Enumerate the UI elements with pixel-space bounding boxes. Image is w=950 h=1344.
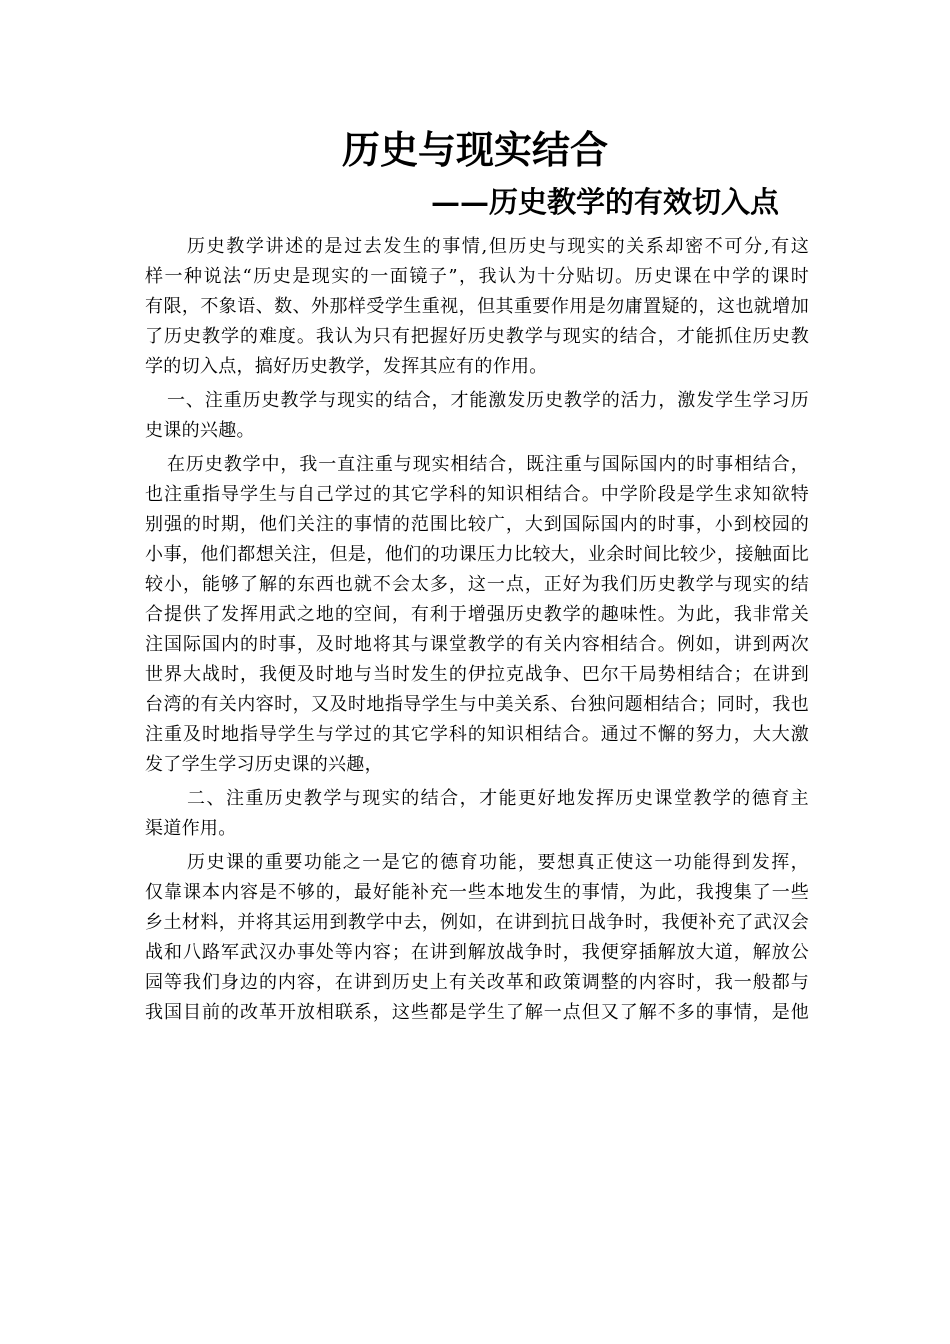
text-line: 我国目前的改革开放相联系，这些都是学生了解一点但又了解不多的事情，是他 xyxy=(145,1002,809,1023)
text-line: 历史教学讲述的是过去发生的事情,但历史与现实的关系却密不可分,有这 xyxy=(187,236,809,257)
section-heading-one xyxy=(145,386,809,446)
text-line: 二、注重历史教学与现实的结合，才能更好地发挥历史课堂教学的德育主 xyxy=(187,788,809,809)
text-line: 注国际国内的时事，及时地将其与课堂教学的有关内容相结合。例如，讲到两次 xyxy=(145,634,809,655)
text-line: 发了学生学习历史课的兴趣， xyxy=(145,754,383,775)
text-line: 别强的时期，他们关注的事情的范围比较广，大到国际国内的时事，小到校园的 xyxy=(145,514,809,535)
text-line: 世界大战时，我便及时地与当时发生的伊拉克战争、巴尔干局势相结合；在讲到 xyxy=(145,664,809,685)
text-line: 乡土材料，并将其运用到教学中去，例如，在讲到抗日战争时，我便补充了武汉会 xyxy=(145,912,809,933)
document-body xyxy=(145,232,809,1028)
text-line: 史课的兴趣。 xyxy=(145,420,255,441)
text-line: 战和八路军武汉办事处等内容；在讲到解放战争时，我便穿插解放大道，解放公 xyxy=(145,942,809,963)
text-line: 学的切入点，搞好历史教学，发挥其应有的作用。 xyxy=(145,356,548,377)
text-line: 有限，不象语、数、外那样受学生重视，但其重要作用是勿庸置疑的，这也就增加 xyxy=(145,296,809,317)
text-line: 在历史教学中，我一直注重与现实相结合，既注重与国际国内的时事相结合， xyxy=(167,454,809,475)
text-line: 渠道作用。 xyxy=(145,818,237,839)
paragraph-section-two xyxy=(145,848,809,1028)
document-subtitle: ——历史教学的有效切入点 xyxy=(430,185,779,219)
text-line: 小事，他们都想关注，但是，他们的功课压力比较大，业余时间比较少，接触面比 xyxy=(145,544,809,565)
document-title: 历史与现实结合 xyxy=(341,127,608,172)
text-line: 较小，能够了解的东西也就不会太多，这一点，正好为我们历史教学与现实的结 xyxy=(145,574,809,595)
text-line: 仅靠课本内容是不够的，最好能补充一些本地发生的事情，为此，我搜集了一些 xyxy=(145,882,809,903)
text-line: 了历史教学的难度。我认为只有把握好历史教学与现实的结合，才能抓住历史教 xyxy=(145,326,809,347)
text-line: 样一种说法“历史是现实的一面镜子”，我认为十分贴切。历史课在中学的课时 xyxy=(145,266,809,287)
text-line: 台湾的有关内容时，又及时地指导学生与中美关系、台独问题相结合；同时，我也 xyxy=(145,694,809,715)
text-line: 也注重指导学生与自己学过的其它学科的知识相结合。中学阶段是学生求知欲特 xyxy=(145,484,809,505)
section-heading-two xyxy=(145,784,809,844)
text-line: 历史课的重要功能之一是它的德育功能，要想真正使这一功能得到发挥， xyxy=(187,852,809,873)
paragraph-section-one xyxy=(145,450,809,780)
text-line: 一、注重历史教学与现实的结合，才能激发历史教学的活力，激发学生学习历 xyxy=(167,390,809,411)
text-line: 园等我们身边的内容，在讲到历史上有关改革和政策调整的内容时，我一般都与 xyxy=(145,972,809,993)
paragraph-intro xyxy=(145,232,809,382)
text-line: 注重及时地指导学生与学过的其它学科的知识相结合。通过不懈的努力，大大激 xyxy=(145,724,809,745)
text-line: 合提供了发挥用武之地的空间，有利于增强历史教学的趣味性。为此，我非常关 xyxy=(145,604,809,625)
